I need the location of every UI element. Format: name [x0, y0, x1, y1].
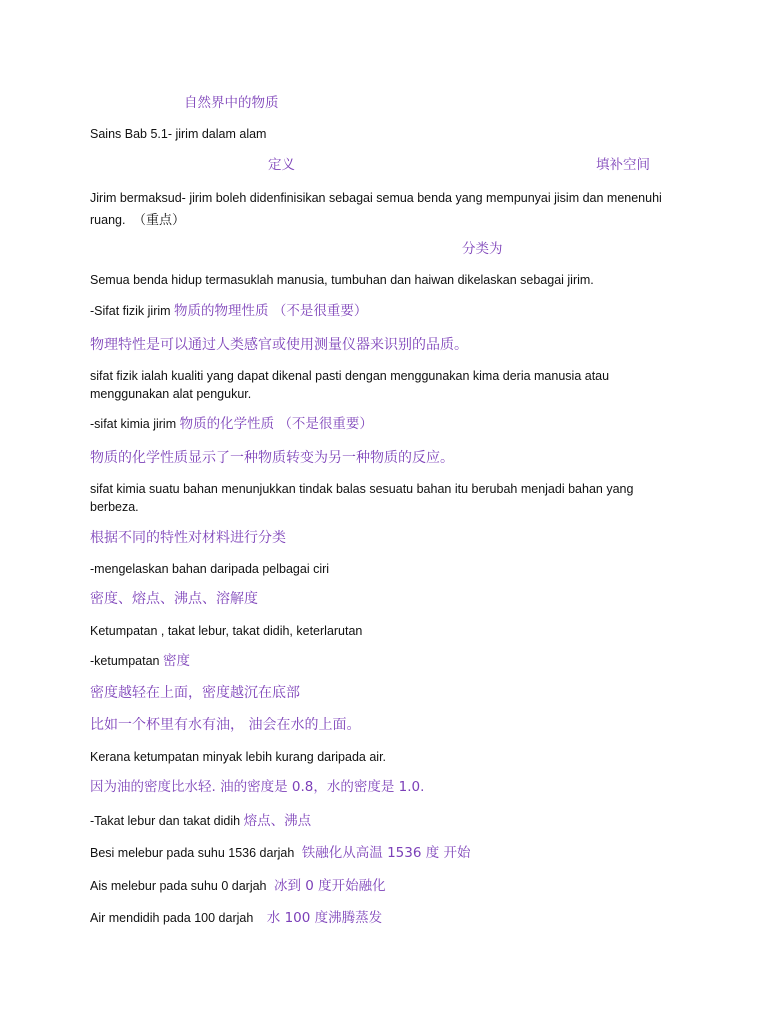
water-line: [90, 909, 382, 927]
physical-cn: 物质的物理性质 （不是很重要）: [174, 303, 368, 319]
water-cn: 水 100 度沸腾蒸发: [266, 910, 383, 926]
physical-definition-ms: sifat fizik ialah kualiti yang dapat dikenal pasti dengan menggunakan kima deria manusia atau menggunakan alat pengukur.: [90, 369, 610, 401]
definition-note: （重点）: [132, 213, 185, 228]
heading-classify: 分类为: [462, 241, 503, 257]
density-example-cn: 比如一个杯里有水有油， 油会在水的上面。: [90, 717, 361, 733]
classify-cn: 根据不同的特性对材料进行分类: [90, 530, 286, 546]
classify-text: Semua benda hidup termasuklah manusia, tumbuhan dan haiwan dikelaskan sebagai jirim.: [90, 273, 594, 287]
chemical-label: -sifat kimia jirim: [90, 417, 177, 431]
density-reason-cn: 因为油的密度比水轻. 油的密度是 0.8，水的密度是 1.0.: [90, 779, 425, 795]
melting-line: [90, 812, 311, 830]
ice-line: [90, 877, 386, 895]
ice-cn: 冰到 0 度开始融化: [274, 878, 386, 894]
density-line: [90, 652, 190, 670]
iron-line: [90, 844, 471, 862]
density-cn: 密度: [162, 653, 190, 669]
density-label: -ketumpatan: [90, 654, 160, 668]
iron-ms: Besi melebur pada suhu 1536 darjah: [90, 846, 295, 860]
melting-label: -Takat lebur dan takat didih: [90, 814, 241, 828]
classify-ms: -mengelaskan bahan daripada pelbagai ciri: [90, 562, 330, 576]
chemical-definition-ms: sifat kimia suatu bahan menunjukkan tindak balas sesuatu bahan itu berubah menjadi bahan yang berbeza.: [90, 482, 634, 514]
density-rule-cn: 密度越轻在上面，密度越沉在底部: [90, 685, 300, 701]
physical-label: -Sifat fizik jirim: [90, 304, 171, 318]
properties-ms: Ketumpatan , takat lebur, takat didih, keterlarutan: [90, 624, 363, 638]
chemical-cn: 物质的化学性质 （不是很重要）: [179, 416, 373, 432]
density-reason-ms: Kerana ketumpatan minyak lebih kurang daripada air.: [90, 750, 387, 764]
subtitle: Sains Bab 5.1- jirim dalam alam: [90, 127, 267, 141]
heading-fill-space: 填补空间: [596, 157, 650, 173]
heading-define: 定义: [268, 157, 295, 173]
ice-ms: Ais melebur pada suhu 0 darjah: [90, 879, 267, 893]
properties-cn: 密度、熔点、沸点、溶解度: [90, 591, 258, 607]
physical-property-line: [90, 302, 367, 320]
melting-cn: 熔点、沸点: [243, 813, 312, 829]
physical-definition-cn: 物理特性是可以通过人类感官或使用测量仪器来识别的品质。: [90, 337, 468, 353]
title-cn: 自然界中的物质: [184, 95, 279, 111]
chemical-definition-cn: 物质的化学性质显示了一种物质转变为另一种物质的反应。: [90, 450, 454, 466]
definition-paragraph: [90, 187, 680, 232]
chemical-property-line: [90, 415, 373, 433]
definition-text: Jirim bermaksud- jirim boleh didenfinisikan sebagai semua benda yang mempunyai jisim dan menenuhi ruang.: [90, 191, 662, 227]
water-ms: Air mendidih pada 100 darjah: [90, 911, 254, 925]
iron-cn: 铁融化从高温 1536 度 开始: [301, 845, 471, 861]
